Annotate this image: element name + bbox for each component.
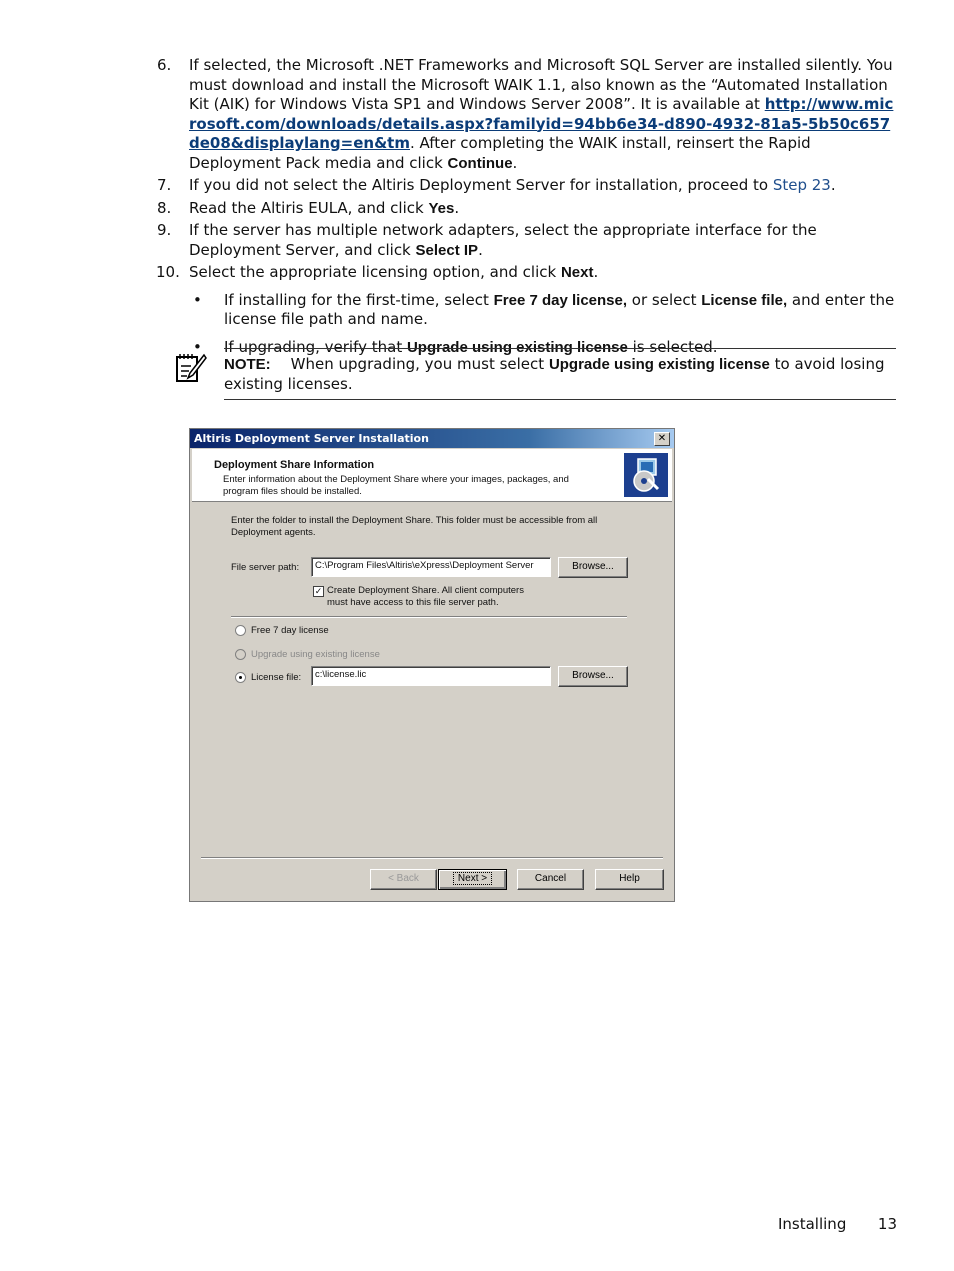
- step-bold: Select IP: [415, 241, 479, 259]
- next-button-label: Next >: [453, 872, 492, 885]
- path-label: File server path:: [231, 562, 300, 573]
- instruction-list: [157, 56, 897, 365]
- step-number: 9.: [157, 221, 172, 239]
- step-text: .: [478, 240, 483, 259]
- browse-path-button[interactable]: Browse...: [558, 557, 628, 578]
- step-7: [157, 176, 897, 196]
- cancel-button[interactable]: Cancel: [517, 869, 584, 890]
- free-license-radio[interactable]: [235, 625, 246, 636]
- header-title: Deployment Share Information: [214, 459, 375, 471]
- header-subtitle: Enter information about the Deployment Share where your images, packages, and program files should be installed.: [223, 474, 569, 497]
- divider: [231, 616, 627, 618]
- upgrade-license-radio[interactable]: [235, 649, 246, 660]
- bullet-bold: Upgrade using existing license: [406, 338, 628, 356]
- page-number: 13: [877, 1215, 897, 1233]
- footer-divider: [201, 857, 663, 859]
- close-icon[interactable]: ✕: [654, 432, 670, 446]
- bullet-bold: Free 7 day license,: [493, 291, 628, 309]
- step-text: If you did not select the Altiris Deployment Server for installation, proceed to: [189, 176, 773, 194]
- waik-download-link[interactable]: http://www.microsoft.com/downloads/details.aspx?familyid=94bb6e34-d890-4932-81a5-5b50c657de08&displaylang=en&tm: [189, 95, 894, 152]
- browse-license-button[interactable]: Browse...: [558, 666, 628, 687]
- help-button[interactable]: Help: [595, 869, 664, 890]
- create-share-label: Create Deployment Share. All client computers must have access to this file server path.: [327, 585, 524, 608]
- file-server-path-input[interactable]: C:\Program Files\Altiris\eXpress\Deployment Server: [311, 557, 551, 577]
- create-share-checkbox[interactable]: ✓: [314, 586, 323, 596]
- step-text: Select the appropriate licensing option, and click: [189, 263, 561, 281]
- step-text: .: [454, 198, 460, 217]
- step-6: [157, 56, 897, 173]
- step-text: .: [512, 153, 518, 172]
- step-number: 8.: [157, 198, 172, 217]
- step-text: . After completing the WAIK install, reinsert the Rapid Deployment Pack media and click: [189, 134, 811, 172]
- step-bold: Yes: [428, 199, 455, 217]
- note-text: to avoid losing existing licenses.: [224, 355, 885, 393]
- footer-section: Installing: [777, 1215, 847, 1233]
- bullet-bold: License file,: [701, 291, 788, 309]
- installer-icon: [624, 453, 668, 497]
- license-file-label: License file:: [251, 672, 302, 683]
- upgrade-license-label: Upgrade using existing license: [251, 649, 380, 660]
- step-8: [157, 199, 897, 219]
- step-10: [157, 263, 897, 283]
- step-text: .: [830, 176, 836, 194]
- bullet-text: and enter the license file path and name.: [224, 290, 895, 328]
- license-file-radio[interactable]: [235, 672, 246, 683]
- dialog-intro: Enter the folder to install the Deployment Share. This folder must be accessible from all Deployment agents.: [231, 515, 598, 538]
- step-9: [157, 221, 897, 260]
- note-box: [224, 348, 896, 400]
- license-file-input[interactable]: c:\license.lic: [311, 666, 551, 686]
- free-license-label: Free 7 day license: [251, 625, 329, 636]
- note-label: NOTE:: [224, 356, 271, 373]
- note-bold: Upgrade using existing license: [548, 356, 770, 373]
- bullet-text: is selected.: [627, 337, 718, 356]
- back-button[interactable]: < Back: [370, 869, 437, 890]
- bullet-text: If upgrading, verify that: [224, 337, 407, 356]
- dialog-header: [192, 449, 672, 502]
- step-text: Read the Altiris EULA, and click: [189, 198, 429, 217]
- bullet-text: If installing for the first-time, select: [224, 290, 494, 309]
- bullet-dot: •: [193, 337, 202, 356]
- step-text: If selected, the Microsoft .NET Frameworks and Microsoft SQL Server are installed silently. You must download and install the Microsoft WAIK 1.1, also known as the “Automated Installation Kit (AIK) for Windows Vista SP1 and Windows Server 2008”. It is available at: [189, 56, 893, 113]
- step-bold: Continue: [447, 154, 513, 172]
- bullet-dot: •: [193, 290, 202, 309]
- next-button[interactable]: [438, 869, 507, 890]
- step-bold: Next: [560, 264, 594, 281]
- note-icon: [174, 351, 208, 383]
- bullet-first-time: [193, 291, 897, 330]
- step-number: 10.: [156, 263, 180, 281]
- bullet-text: or select: [627, 290, 702, 309]
- dialog-titlebar: [190, 429, 674, 448]
- step-number: 7.: [157, 176, 172, 194]
- step-text: .: [593, 263, 599, 281]
- step-number: 6.: [157, 56, 172, 74]
- step-23-xref[interactable]: Step 23: [772, 176, 831, 194]
- step-text: If the server has multiple network adapters, select the appropriate interface for the Deployment Server, and click: [189, 221, 817, 259]
- installer-dialog: [189, 428, 675, 902]
- note-text: When upgrading, you must select: [290, 355, 549, 373]
- page-footer: [778, 1215, 897, 1233]
- dialog-title: Altiris Deployment Server Installation: [194, 432, 429, 445]
